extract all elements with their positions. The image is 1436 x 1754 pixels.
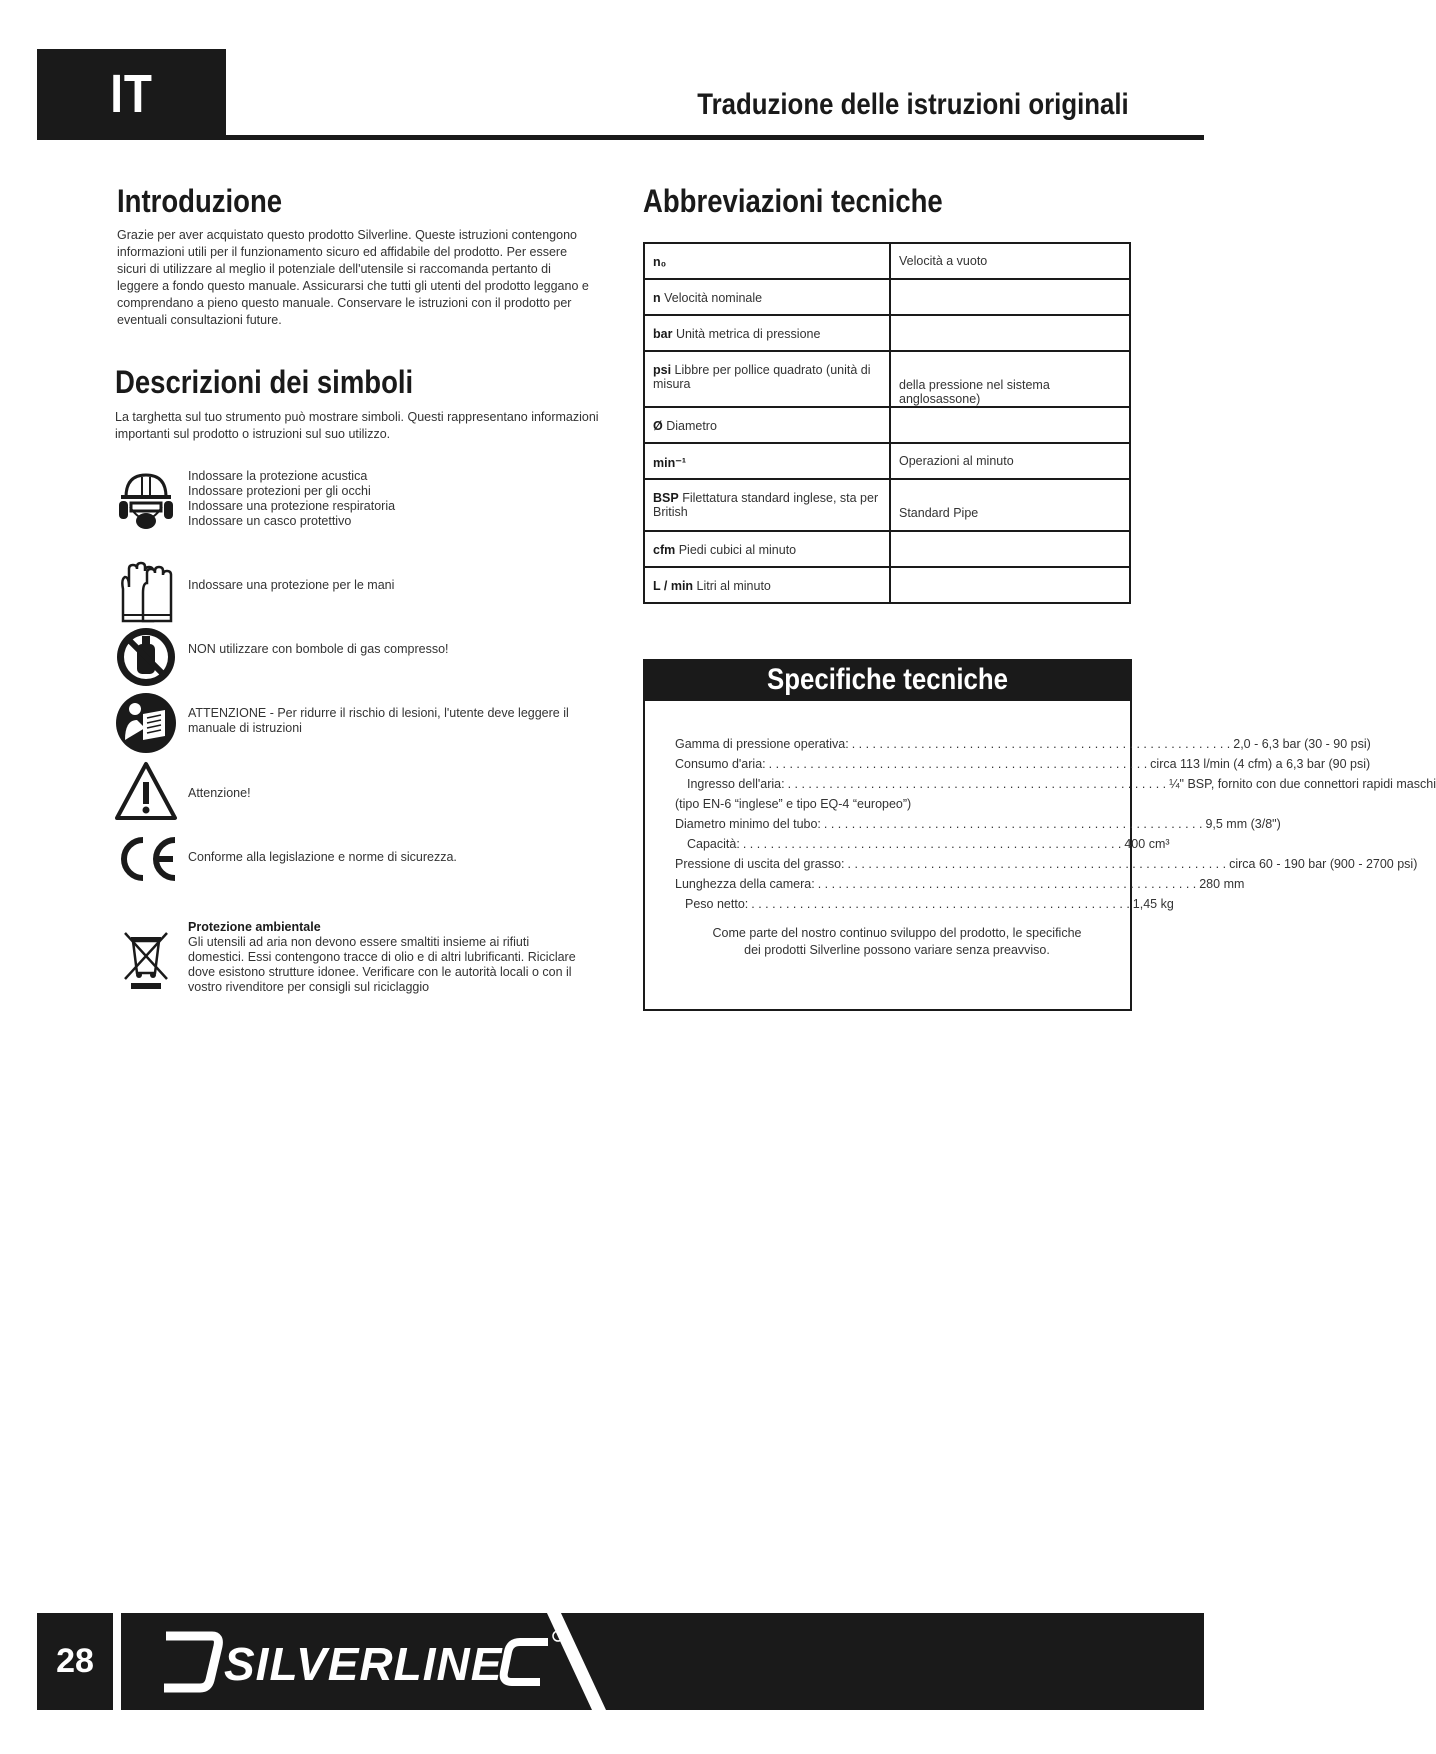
spec-leader-dots: . . . . . . . . . . . . . . . . . . . . . . . . . . . . . . . . . . . . . . . . . . . . . . . . . . . . . . . [847, 857, 1227, 871]
abbreviation-row [644, 531, 1130, 567]
spec-label: Pressione di uscita del grasso: [675, 857, 845, 871]
ppe-eyes: Indossare protezioni per gli occhi [188, 484, 371, 498]
abbreviation-row [644, 315, 1130, 351]
specs-list [675, 734, 1436, 914]
header-divider [37, 135, 1204, 140]
recycle-bin-crossed-icon [113, 925, 179, 991]
abbreviation-term-cell [644, 407, 890, 443]
spec-label: Gamma di pressione operativa: [675, 737, 849, 751]
spec-label: Peso netto: [685, 897, 749, 911]
spec-line [675, 894, 1174, 914]
abbreviation-term-cell [644, 443, 890, 479]
spec-value: circa 113 l/min (4 cfm) a 6,3 bar (90 psi) [1150, 757, 1371, 771]
abbreviation-code: min⁻¹ [653, 456, 686, 470]
spec-leader-dots: . . . . . . . . . . . . . . . . . . . . . . . . . . . . . . . . . . . . . . . . . . . . . . . . . . . . . . . [817, 877, 1197, 891]
abbreviation-description-cell: Velocità a vuoto [890, 243, 1130, 279]
symbols-text: La targhetta sul tuo strumento può mostrare simboli. Questi rappresentano informazioni importanti sul prodotto o istruzioni sul suo utilizzo. [115, 410, 599, 441]
abbreviation-code: BSP [653, 491, 679, 505]
page-number: 28 [56, 1642, 94, 1680]
abbreviation-term-cell [644, 243, 890, 279]
abbreviation-term-cell [644, 351, 890, 407]
spec-label: Consumo d'aria: [675, 757, 766, 771]
abbreviation-description-cell [890, 567, 1130, 603]
read-manual-icon [113, 690, 179, 756]
abbreviation-term-cell [644, 279, 890, 315]
spec-line [675, 794, 1075, 814]
abbreviation-meaning: Piedi cubici al minuto [678, 543, 797, 557]
abbreviations-table [643, 242, 1131, 604]
spec-value: 1,45 kg [1132, 897, 1174, 911]
abbreviation-row [644, 407, 1130, 443]
abbreviation-term-cell [644, 567, 890, 603]
abbreviation-description-cell: Standard Pipe [890, 479, 1130, 531]
intro-text: Grazie per aver acquistato questo prodotto Silverline. Queste istruzioni contengono informazioni utili per il funzionamento sicuro ed affidabile del prodotto. Per essere sicuri di utilizzare al meglio il potenziale dell'utensile si raccomanda pertanto di leggere a fondo questo manuale. Assicurarsi che tutti gli utenti del prodotto leggano e comprendano a pieno questo manuale. Conservare le istruzioni con il prodotto per eventuali consultazioni future. [117, 228, 589, 327]
abbreviation-code: cfm [653, 543, 676, 557]
abbreviation-row [644, 279, 1130, 315]
warning-text: Attenzione! [188, 786, 251, 800]
spec-line [675, 774, 1436, 794]
environment-text: Gli utensili ad aria non devono essere smaltiti insieme ai rifiuti domestici. Essi contengono tracce di olio e di altri lubrificanti. Riciclare dove esistono strutture idonee. Verificare con le autorità locali o con il vostro rivenditore per consigli sul riciclaggio [188, 935, 576, 994]
spec-value: (tipo EN-6 “inglese” e tipo EQ-4 “europeo”) [675, 797, 912, 811]
spec-value: 280 mm [1199, 877, 1245, 891]
spec-leader-dots: . . . . . . . . . . . . . . . . . . . . . . . . . . . . . . . . . . . . . . . . . . . . . . . . . . . . . . . [742, 837, 1122, 851]
spec-line [675, 874, 1245, 894]
spec-value: circa 60 - 190 bar (900 - 2700 psi) [1229, 857, 1418, 871]
spec-label: Capacità: [687, 837, 740, 851]
gloves-icon [113, 559, 179, 625]
spec-value: ¼" BSP, fornito con due connettori rapidi maschi [1169, 777, 1436, 791]
environment-block [188, 920, 588, 995]
gloves-text: Indossare una protezione per le mani [188, 578, 395, 592]
spec-label: Diametro minimo del tubo: [675, 817, 821, 831]
abbreviation-description-cell [890, 315, 1130, 351]
footer-divider [113, 1613, 121, 1710]
abbreviations-heading: Abbreviazioni tecniche [643, 183, 943, 219]
spec-label: Lunghezza della camera: [675, 877, 815, 891]
logo-wordmark: SILVERLINE [224, 1638, 503, 1690]
spec-line [675, 814, 1281, 834]
spec-line [675, 754, 1371, 774]
spec-line [675, 834, 1170, 854]
abbreviation-row [644, 443, 1130, 479]
footer-slash-accent [540, 1598, 610, 1710]
symbols-heading: Descrizioni dei simboli [115, 364, 414, 400]
ppe-head-icon [113, 467, 179, 533]
spec-leader-dots: . . . . . . . . . . . . . . . . . . . . . . . . . . . . . . . . . . . . . . . . . . . . . . . . . . . . . . . [823, 817, 1203, 831]
abbreviation-code: n₀ [653, 255, 667, 269]
environment-title: Protezione ambientale [188, 920, 321, 934]
abbreviation-description-cell: della pressione nel sistema anglosassone) [890, 351, 1130, 407]
abbreviation-meaning: Diametro [666, 419, 717, 433]
abbreviation-term-cell [644, 531, 890, 567]
abbreviation-row [644, 567, 1130, 603]
abbreviation-row [644, 351, 1130, 407]
abbreviation-term-cell [644, 479, 890, 531]
abbreviation-meaning: Filettatura standard inglese, sta per British [653, 491, 879, 519]
abbreviation-meaning: Libbre per pollice quadrato (unità di misura [653, 363, 871, 391]
spec-line [675, 734, 1371, 754]
spec-leader-dots: . . . . . . . . . . . . . . . . . . . . . . . . . . . . . . . . . . . . . . . . . . . . . . . . . . . . . . . [768, 757, 1148, 771]
spec-value: 400 cm³ [1124, 837, 1170, 851]
page-title: Traduzione delle istruzioni originali [697, 88, 1129, 121]
manual-text: ATTENZIONE - Per ridurre il rischio di lesioni, l'utente deve leggere il manuale di istruzioni [188, 706, 569, 735]
specs-note: Come parte del nostro continuo sviluppo del prodotto, le specifiche dei prodotti Silverline possono variare senza preavviso. [712, 926, 1082, 957]
spec-leader-dots: . . . . . . . . . . . . . . . . . . . . . . . . . . . . . . . . . . . . . . . . . . . . . . . . . . . . . . . [851, 737, 1231, 751]
spec-label: Ingresso dell'aria: [687, 777, 785, 791]
ce-text: Conforme alla legislazione e norme di sicurezza. [188, 850, 457, 864]
specs-heading: Specifiche tecniche [767, 663, 1008, 696]
abbreviation-description-cell [890, 279, 1130, 315]
abbreviation-code: Ø [653, 419, 663, 433]
spec-leader-dots: . . . . . . . . . . . . . . . . . . . . . . . . . . . . . . . . . . . . . . . . . . . . . . . . . . . . . . . [751, 897, 1130, 911]
abbreviation-term-cell [644, 315, 890, 351]
ce-mark-icon [113, 826, 179, 892]
abbreviation-meaning: Litri al minuto [696, 579, 771, 593]
spec-line [675, 854, 1418, 874]
ppe-hearing: Indossare la protezione acustica [188, 469, 368, 483]
language-code: IT [110, 64, 153, 124]
abbreviation-description-cell [890, 531, 1130, 567]
abbreviation-meaning: Unità metrica di pressione [675, 327, 821, 341]
no-gas-cylinder-icon [113, 624, 179, 690]
spec-value: 9,5 mm (3/8") [1205, 817, 1281, 831]
ppe-respiratory: Indossare una protezione respiratoria [188, 499, 396, 513]
gas-text: NON utilizzare con bombole di gas compresso! [188, 642, 449, 656]
abbreviation-code: n [653, 291, 661, 305]
abbreviation-code: L / min [653, 579, 694, 593]
abbreviation-description-cell [890, 407, 1130, 443]
abbreviation-row [644, 243, 1130, 279]
intro-heading: Introduzione [117, 183, 283, 219]
spec-value: 2,0 - 6,3 bar (30 - 90 psi) [1233, 737, 1371, 751]
silverline-logo [160, 1622, 570, 1702]
ppe-text [188, 469, 395, 529]
abbreviation-meaning: Velocità nominale [664, 291, 763, 305]
spec-leader-dots: . . . . . . . . . . . . . . . . . . . . . . . . . . . . . . . . . . . . . . . . . . . . . . . . . . . . . . . [787, 777, 1167, 791]
warning-icon [113, 758, 179, 824]
ppe-helmet: Indossare un casco protettivo [188, 514, 352, 528]
abbreviation-code: psi [653, 363, 672, 377]
abbreviation-row [644, 479, 1130, 531]
abbreviation-description-cell: Operazioni al minuto [890, 443, 1130, 479]
abbreviation-code: bar [653, 327, 673, 341]
